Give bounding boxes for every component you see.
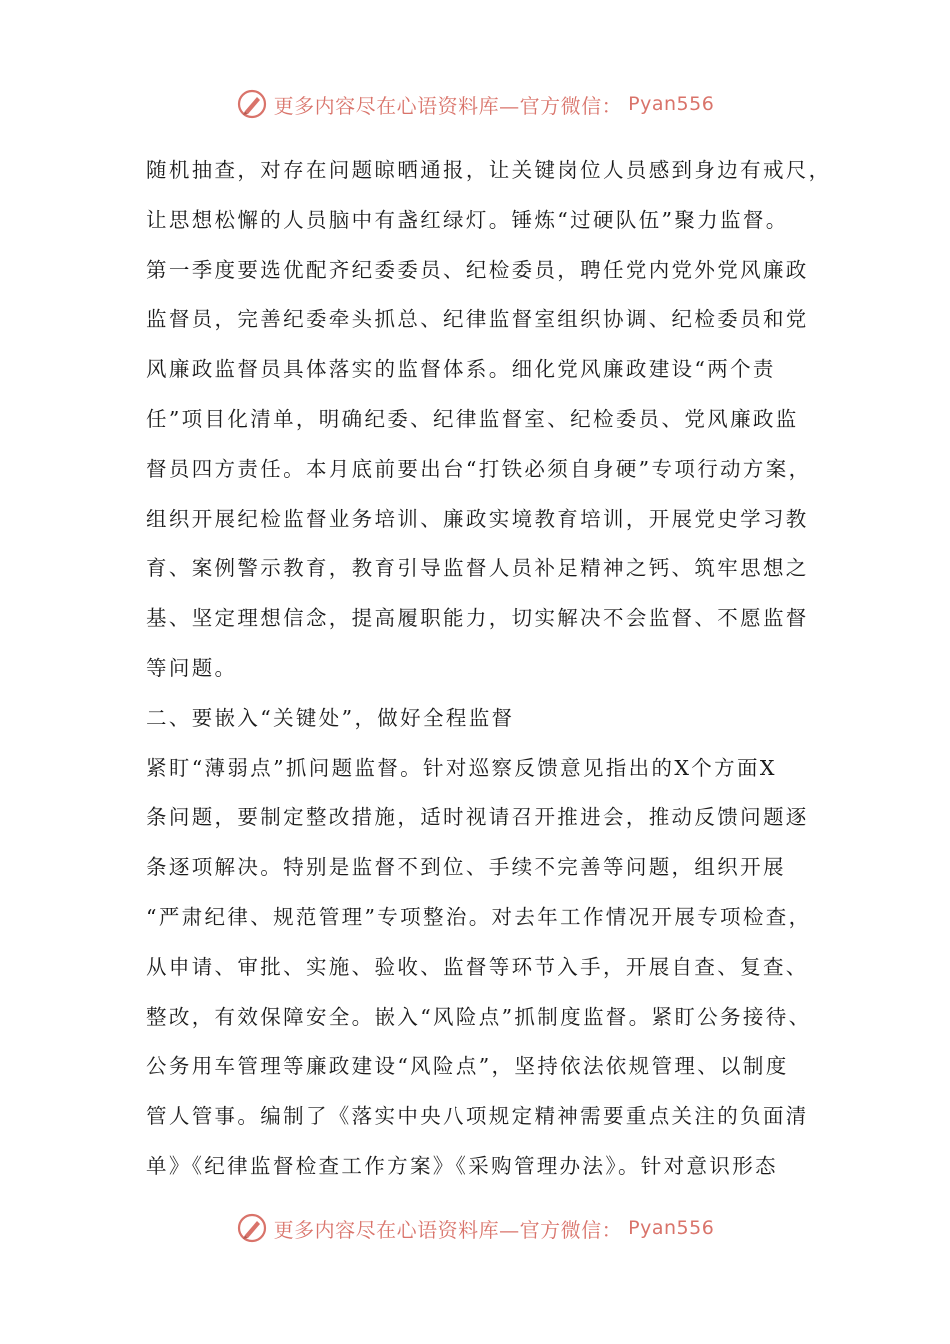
section-heading: 二、要嵌入“关键处”，做好全程监督 bbox=[146, 705, 515, 730]
text-line: 让思想松懈的人员脑中有盏红绿灯。锤炼“过硬队伍”聚力监督。 bbox=[146, 207, 789, 232]
text-line: 等问题。 bbox=[146, 655, 238, 680]
text-line: 随机抽查，对存在问题晾晒通报，让关键岗位人员感到身边有戒尺， bbox=[146, 158, 832, 182]
header-watermark bbox=[0, 84, 950, 124]
document-body bbox=[146, 146, 832, 1192]
text-line: 监督员，完善纪委牵头抓总、纪律监督室组织协调、纪检委员和党 bbox=[146, 307, 809, 332]
text-line: 基、坚定理想信念，提高履职能力，切实解决不会监督、不愿监督 bbox=[146, 606, 809, 631]
text-line: 条问题，要制定整改措施，适时视请召开推进会，推动反馈问题逐 bbox=[146, 805, 809, 830]
watermark-group bbox=[236, 88, 715, 120]
text-line: 第一季度要选优配齐纪委委员、纪检委员，聘任党内党外党风廉政 bbox=[146, 257, 809, 282]
text-line: 单》《纪律监督检查工作方案》《采购管理办法》。针对意识形态 bbox=[146, 1153, 778, 1178]
watermark-text: 更多内容尽在心语资料库—官方微信： bbox=[273, 1217, 623, 1242]
text-line: 从申请、审批、实施、验收、监督等环节入手，开展自查、复查、 bbox=[146, 954, 809, 979]
text-line: 条逐项解决。特别是监督不到位、手续不完善等问题，组织开展 bbox=[146, 855, 786, 880]
text-line: 任”项目化清单，明确纪委、纪律监督室、纪检委员、党风廉政监 bbox=[146, 406, 799, 431]
watermark-group bbox=[236, 1212, 715, 1244]
text-line: 紧盯“薄弱点”抓问题监督。针对巡察反馈意见指出的X个方面X bbox=[146, 755, 777, 780]
text-line: “严肃纪律、规范管理”专项整治。对去年工作情况开展专项检查， bbox=[146, 904, 812, 929]
watermark-handle: Pyan556 bbox=[628, 93, 715, 115]
pen-logo-icon bbox=[236, 1212, 268, 1244]
text-line: 公务用车管理等廉政建设“风险点”，坚持依法依规管理、以制度 bbox=[146, 1054, 789, 1079]
text-line: 督员四方责任。本月底前要出台“打铁必须自身硬”专项行动方案， bbox=[146, 456, 812, 481]
footer-watermark bbox=[0, 1208, 950, 1248]
pen-logo-icon bbox=[236, 88, 268, 120]
watermark-handle: Pyan556 bbox=[628, 1217, 715, 1239]
watermark-text: 更多内容尽在心语资料库—官方微信： bbox=[273, 93, 623, 118]
text-line: 管人管事。编制了《落实中央八项规定精神需要重点关注的负面清 bbox=[146, 1104, 809, 1129]
text-line: 育、案例警示教育，教育引导监督人员补足精神之钙、筑牢思想之 bbox=[146, 556, 809, 581]
text-line: 风廉政监督员具体落实的监督体系。细化党风廉政建设“两个责 bbox=[146, 357, 776, 382]
text-line: 整改，有效保障安全。嵌入“风险点”抓制度监督。紧盯公务接待、 bbox=[146, 1004, 812, 1029]
text-line: 组织开展纪检监督业务培训、廉政实境教育培训，开展党史学习教 bbox=[146, 506, 809, 531]
